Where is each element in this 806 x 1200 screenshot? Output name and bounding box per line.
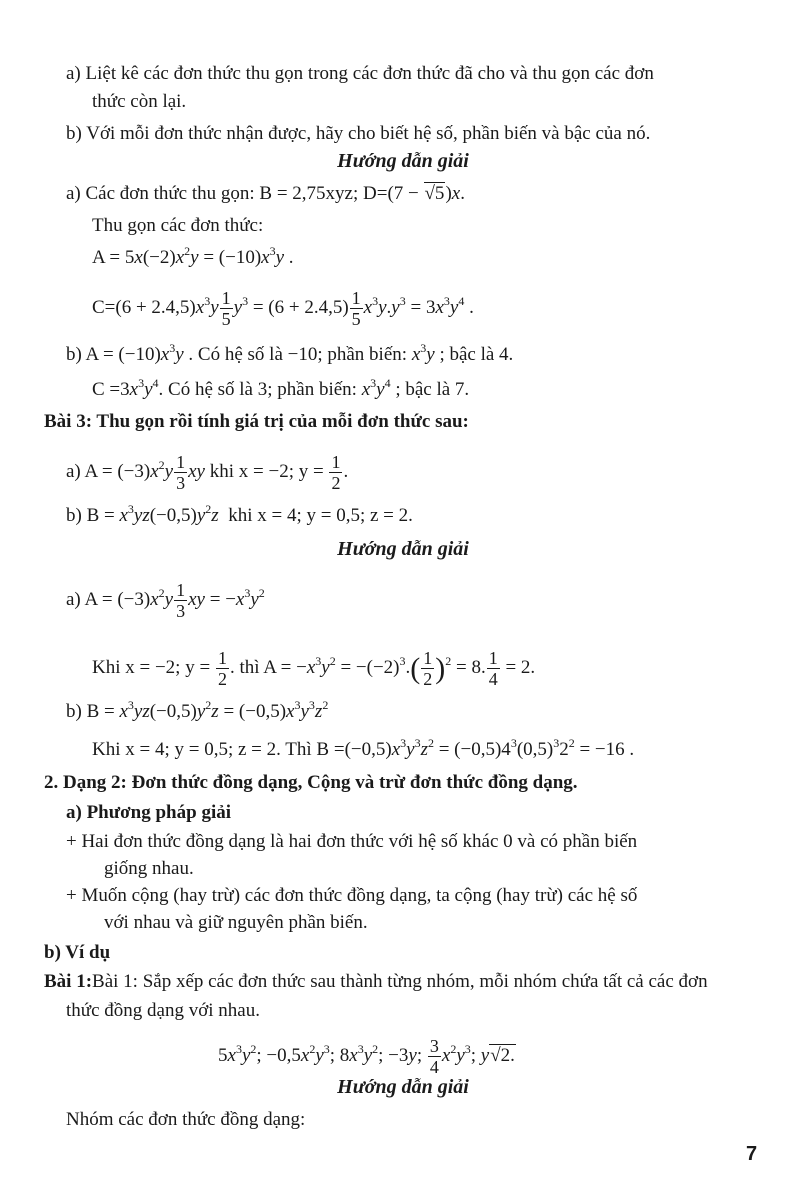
subsection-title: b) Ví dụ [44,942,111,963]
page-number: 7 [746,1143,758,1165]
section-heading: Hướng dẫn giải [337,1076,469,1098]
math-line: $C =3x^3y^4$. Có hệ số là 3; phần biến: $x^3y^4$ ; bậc là 7. [92,376,470,400]
subsection-title: a) Phương pháp giải [66,802,231,823]
math-line: $C=(6 + 2.4,5)x^3y$ $\frac{1}{5}$ $y^3 = (6 + 2.4,5)$ $\frac{1}{5}$ $x^3y.y^3 = 3x^3y^4$ . [92,288,474,329]
math-line: b) $B = x^3yz(-0,5)y^2z = (-0,5)x^3y^3z^2$ [66,698,329,722]
text-line: thức còn lại. [92,91,187,112]
math-line: b) $B = x^3yz(-0,5)y^2z$ khi x = 4; y = 0,5; z = 2. [66,502,413,526]
math-line: b) $A = (-10)x^3y$ . Có hệ số là −10; phần biến: $x^3y$ ; bậc là 4. [66,341,514,365]
text-line: b) Với mỗi đơn thức nhận được, hãy cho biết hệ số, phần biến và bậc của nó. [66,123,651,144]
text-line: với nhau và giữ nguyên phần biến. [104,912,368,933]
math-line: Khi x = −2; y = $\frac{1}{2}$ . thì $A = -x^3y^2 = -(-2)^3$.( $\frac{1}{2}$ )$^2$ = 8. $\frac{1}{4}$ = 2. [92,648,536,689]
exercise-title: Bài 1:Bài 1: Sắp xếp các đơn thức sau thành từng nhóm, mỗi nhóm chứa tất cả các đơn [44,971,708,992]
math-line: Khi x = 4; y = 0,5; z = 2. Thì $B =(-0,5)x^3y^3z^2 = (-0,5)4^3(0,5)^32^2 = -16$ . [92,736,635,760]
section-title: 2. Dạng 2: Đơn thức đồng dạng, Cộng và trừ đơn thức đồng dạng. [44,772,578,793]
text-line: + Muốn cộng (hay trừ) các đơn thức đồng dạng, ta cộng (hay trừ) các hệ số [66,885,638,906]
math-line: $5x^3y^2$; $-0,5x^2y^3$; $8x^3y^2$; −3y; $\frac{3}{4}$ $x^2y^3$; y√2. [218,1036,515,1077]
section-heading: Hướng dẫn giải [337,538,469,560]
text-line: a) Các đơn thức thu gọn: B = 2,75xyz; D=(7 − √5)x. [66,183,465,204]
text-line: a) Liệt kê các đơn thức thu gọn trong các đơn thức đã cho và thu gọn các đơn [66,63,654,84]
text-line: Nhóm các đơn thức đồng dạng: [66,1109,306,1130]
text-line: giống nhau. [104,858,194,879]
exercise-title: Bài 3: Thu gọn rồi tính giá trị của mỗi đơn thức sau: [44,411,469,432]
text-line: thức đồng dạng với nhau. [66,1000,260,1021]
math-line: a) $A = (-3)x^2y$ $\frac{1}{3}$ xy = $-x^3y^2$ [66,580,265,621]
text-line: Thu gọn các đơn thức: [92,215,264,236]
math-line: $A = 5x(-2)x^2y = (-10)x^3y$ . [92,244,294,268]
text-line: + Hai đơn thức đồng dạng là hai đơn thức với hệ số khác 0 và có phần biến [66,831,638,852]
math-line: a) $A = (-3)x^2y$ $\frac{1}{3}$ xy khi x = −2; y = $\frac{1}{2}$ . [66,452,349,493]
section-heading: Hướng dẫn giải [337,150,469,172]
